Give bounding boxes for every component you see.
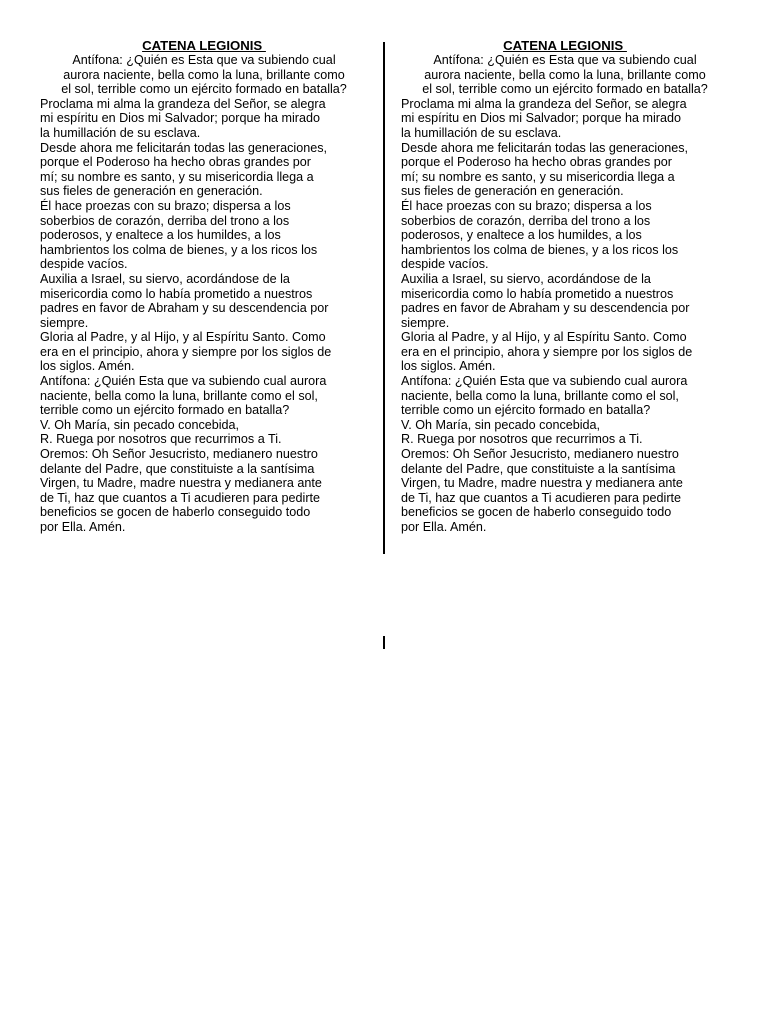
prayer-line: beneficios se gocen de haberlo conseguido todo [40, 505, 311, 520]
prayer-title: CATENA LEGIONIS [142, 38, 266, 53]
prayer-line: Auxilia a Israel, su siervo, acordándose de la [40, 271, 290, 286]
prayer-line: terrible como un ejército formado en batalla? [401, 403, 651, 418]
prayer-line: despide vacíos. [40, 257, 128, 272]
prayer-line: el sol, terrible como un ejército formado en batalla? [422, 82, 708, 97]
prayer-line: delante del Padre, que constituiste a la santísima [40, 461, 315, 476]
prayer-line: de Ti, haz que cuantos a Ti acudieren para pedirte [40, 490, 321, 505]
prayer-line: hambrientos los colma de bienes, y a los ricos los [401, 242, 679, 257]
prayer-line: era en el principio, ahora y siempre por los siglos de [401, 344, 693, 359]
prayer-line: Desde ahora me felicitarán todas las generaciones, [401, 140, 689, 155]
prayer-line: poderosos, y enaltece a los humildes, a los [40, 228, 281, 243]
prayer-line: Virgen, tu Madre, madre nuestra y medianera ante [401, 476, 683, 491]
prayer-line: porque el Poderoso ha hecho obras grandes por [401, 155, 672, 170]
prayer-line: la humillación de su esclava. [40, 125, 201, 140]
prayer-line: mi espíritu en Dios mi Salvador; porque ha mirado [40, 111, 320, 126]
prayer-line: Él hace proezas con su brazo; dispersa a los [40, 198, 291, 213]
prayer-line: V. Oh María, sin pecado concebida, [401, 417, 601, 432]
prayer-line: de Ti, haz que cuantos a Ti acudieren para pedirte [401, 490, 682, 505]
prayer-line: sus fieles de generación en generación. [401, 184, 624, 199]
prayer-title: CATENA LEGIONIS [503, 38, 627, 53]
prayer-line: por Ella. Amén. [40, 520, 126, 534]
prayer-line: Gloria al Padre, y al Hijo, y al Espíritu Santo. Como [401, 330, 687, 345]
prayer-line: era en el principio, ahora y siempre por los siglos de [40, 344, 332, 359]
prayer-line: por Ella. Amén. [401, 520, 487, 534]
prayer-line: Proclama mi alma la grandeza del Señor, se alegra [401, 96, 687, 111]
prayer-line: beneficios se gocen de haberlo conseguido todo [401, 505, 672, 520]
prayer-line: despide vacíos. [401, 257, 489, 272]
prayer-line: Él hace proezas con su brazo; dispersa a los [401, 198, 652, 213]
prayer-line: padres en favor de Abraham y su descendencia por [401, 301, 690, 316]
prayer-line: mí; su nombre es santo, y su misericordia llega a [401, 169, 675, 184]
prayer-column-left [40, 38, 368, 535]
prayer-line: misericordia como lo había prometido a nuestros [40, 286, 313, 301]
prayer-body [40, 53, 368, 535]
prayer-line: poderosos, y enaltece a los humildes, a los [401, 228, 642, 243]
prayer-line: naciente, bella como la luna, brillante como el sol, [401, 388, 679, 403]
prayer-line: mi espíritu en Dios mi Salvador; porque ha mirado [401, 111, 681, 126]
prayer-line: Oremos: Oh Señor Jesucristo, medianero nuestro [401, 447, 679, 462]
prayer-line: naciente, bella como la luna, brillante como el sol, [40, 388, 318, 403]
prayer-line: siempre. [401, 315, 450, 330]
prayer-line: padres en favor de Abraham y su descendencia por [40, 301, 329, 316]
prayer-line: Oremos: Oh Señor Jesucristo, medianero nuestro [40, 447, 318, 462]
prayer-line: porque el Poderoso ha hecho obras grandes por [40, 155, 311, 170]
prayer-line: Desde ahora me felicitarán todas las generaciones, [40, 140, 328, 155]
prayer-line: V. Oh María, sin pecado concebida, [40, 417, 240, 432]
prayer-line: los siglos. Amén. [40, 359, 135, 374]
prayer-line: terrible como un ejército formado en batalla? [40, 403, 290, 418]
prayer-line: Virgen, tu Madre, madre nuestra y medianera ante [40, 476, 322, 491]
prayer-line: los siglos. Amén. [401, 359, 496, 374]
prayer-line: sus fieles de generación en generación. [40, 184, 263, 199]
prayer-line: mí; su nombre es santo, y su misericordia llega a [40, 169, 314, 184]
prayer-line: Antífona: ¿Quién Esta que va subiendo cual aurora [40, 374, 327, 389]
prayer-line: Antífona: ¿Quién es Esta que va subiendo cual [433, 53, 697, 67]
prayer-line: Proclama mi alma la grandeza del Señor, se alegra [40, 96, 326, 111]
prayer-line: hambrientos los colma de bienes, y a los ricos los [40, 242, 318, 257]
prayer-line: R. Ruega por nosotros que recurrimos a Ti. [40, 432, 282, 447]
prayer-line: Antífona: ¿Quién Esta que va subiendo cual aurora [401, 374, 688, 389]
prayer-line: Auxilia a Israel, su siervo, acordándose de la [401, 271, 651, 286]
prayer-line: delante del Padre, que constituiste a la santísima [401, 461, 676, 476]
prayer-line: el sol, terrible como un ejército formado en batalla? [61, 82, 347, 97]
column-divider [383, 42, 385, 554]
cut-mark [383, 636, 385, 649]
prayer-line: siempre. [40, 315, 89, 330]
prayer-line: soberbios de corazón, derriba del trono a los [401, 213, 651, 228]
prayer-line: aurora naciente, bella como la luna, brillante como [424, 67, 706, 82]
prayer-line: aurora naciente, bella como la luna, brillante como [63, 67, 345, 82]
prayer-line: Gloria al Padre, y al Hijo, y al Espíritu Santo. Como [40, 330, 326, 345]
prayer-body [401, 53, 729, 535]
prayer-line: Antífona: ¿Quién es Esta que va subiendo cual [72, 53, 336, 67]
prayer-line: soberbios de corazón, derriba del trono a los [40, 213, 290, 228]
prayer-line: misericordia como lo había prometido a nuestros [401, 286, 674, 301]
prayer-line: R. Ruega por nosotros que recurrimos a Ti. [401, 432, 643, 447]
prayer-column-right [401, 38, 729, 535]
prayer-line: la humillación de su esclava. [401, 125, 562, 140]
